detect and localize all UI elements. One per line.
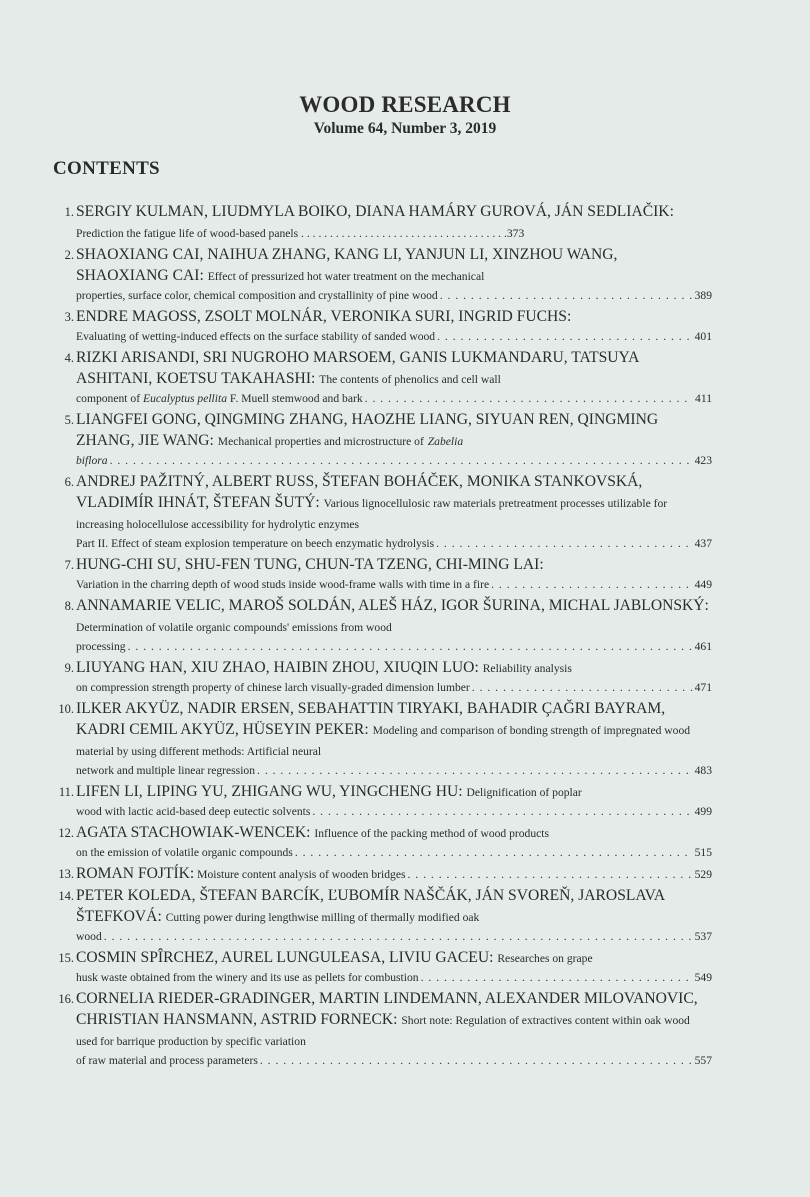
entry-title: biflora	[76, 454, 108, 467]
journal-title: WOOD RESEARCH	[299, 92, 511, 117]
entry-title-line	[76, 575, 712, 594]
entry-title-lead: Modeling and comparison of bonding strength of impregnated wood material by using different methods: Artificial neural	[76, 724, 691, 758]
entry-page: 549	[694, 971, 712, 984]
entry-authors: SERGIY KULMAN, LIUDMYLA BOIKO, DIANA HAMÁRY GUROVÁ, JÁN SEDLIAČIK: Prediction the fatigue life of wood-based panels . . . . . . . . . . . . . . . . . . . . . . . . . . . . . . . . . . . .373	[76, 203, 674, 240]
entry-page: 461	[694, 640, 712, 653]
entry-title-lead: Effect of pressurized hot water treatment on the mechanical	[207, 270, 485, 283]
entry-number: 11.	[58, 785, 74, 799]
toc-entry	[52, 781, 712, 821]
entry-authors: HUNG-CHI SU, SHU-FEN TUNG, CHUN-TA TZENG, CHI-MING LAI:	[76, 556, 544, 573]
entry-number: 1.	[64, 205, 74, 219]
entry-page: 499	[694, 805, 712, 818]
entry-page: 471	[694, 681, 712, 694]
entry-title: on the emission of volatile organic compounds	[76, 846, 293, 859]
entry-title-line	[76, 761, 712, 780]
entry-title-lead: Delignification of poplar	[466, 786, 582, 799]
entry-page: 423	[694, 454, 712, 467]
volume-info: Volume 64, Number 3, 2019	[313, 120, 497, 137]
table-of-contents	[52, 201, 712, 1071]
entry-title: Variation in the charring depth of wood studs inside wood-frame walls with time in a fire	[76, 578, 490, 591]
entry-title-line	[76, 327, 712, 346]
entry-number: 5.	[64, 413, 74, 427]
toc-entry	[52, 306, 712, 346]
entry-authors: ROMAN FOJTÍK:	[76, 865, 195, 882]
entry-title: on compression strength property of chinese larch visually-graded dimension lumber	[76, 681, 470, 694]
entry-title-line	[76, 863, 712, 884]
entry-title-lead: Influence of the packing method of wood products	[314, 827, 550, 840]
entry-title-lead: Cutting power during lengthwise milling of thermally modified oak	[165, 911, 480, 924]
entry-authors: RIZKI ARISANDI, SRI NUGROHO MARSOEM, GANIS LUKMANDARU, TATSUYA ASHITANI, KOETSU TAKAHASHI: The contents of phenolics and cell wall	[76, 349, 639, 387]
entry-page: 449	[694, 578, 712, 591]
entry-authors: AGATA STACHOWIAK-WENCEK: Influence of the packing method of wood products	[76, 824, 550, 841]
entry-title-line	[76, 451, 712, 470]
entry-title-line	[76, 678, 712, 697]
entry-title-lead: Determination of volatile organic compounds' emissions from wood	[76, 621, 392, 634]
entry-title-lead: Mechanical properties and microstructure of	[217, 435, 424, 448]
entry-page: 401	[694, 330, 712, 343]
entry-authors: SHAOXIANG CAI, NAIHUA ZHANG, KANG LI, YANJUN LI, XINZHOU WANG, SHAOXIANG CAI: Effect of pressurized hot water treatment on the mechanical	[76, 246, 618, 284]
entry-number: 16.	[58, 992, 74, 1006]
entry-title-line	[76, 637, 712, 656]
toc-entry	[52, 201, 712, 243]
entry-title: Part II. Effect of steam explosion temperature on beech enzymatic hydrolysis	[76, 537, 435, 550]
entry-page: 389	[694, 289, 712, 302]
entry-title: Moisture content analysis of wooden bridges	[197, 868, 406, 881]
entry-page: 483	[694, 764, 712, 777]
entry-authors: CORNELIA RIEDER-GRADINGER, MARTIN LINDEMANN, ALEXANDER MILOVANOVIC, CHRISTIAN HANSMANN, ASTRID FORNECK: Short note: Regulation of extractives content within oak wood used for barrique production by specific variation	[76, 990, 698, 1048]
entry-page: 557	[694, 1054, 712, 1067]
entry-authors: COSMIN SPÎRCHEZ, AUREL LUNGULEASA, LIVIU GACEU: Researches on grape	[76, 949, 593, 966]
entry-page: 529	[694, 868, 712, 881]
toc-entry	[52, 347, 712, 408]
entry-title-line	[76, 843, 712, 862]
toc-entry	[52, 863, 712, 884]
toc-entry	[52, 657, 712, 697]
entry-authors: LIANGFEI GONG, QINGMING ZHANG, HAOZHE LIANG, SIYUAN REN, QINGMING ZHANG, JIE WANG: Mechanical properties and microstructure of Zabelia	[76, 411, 659, 449]
entry-title-lead: The contents of phenolics and cell wall	[319, 373, 501, 386]
entry-title: Evaluating of wetting-induced effects on the surface stability of sanded wood	[76, 330, 436, 343]
toc-entry	[52, 822, 712, 862]
entry-number: 7.	[64, 558, 74, 572]
entry-title: husk waste obtained from the winery and its use as pellets for combustion	[76, 971, 419, 984]
contents-heading: CONTENTS	[53, 158, 160, 179]
toc-entry	[52, 595, 712, 656]
entry-title: of raw material and process parameters	[76, 1054, 258, 1067]
entry-number: 14.	[58, 889, 74, 903]
entry-number: 6.	[64, 475, 74, 489]
toc-entry	[52, 471, 712, 553]
entry-authors: PETER KOLEDA, ŠTEFAN BARCÍK, ĽUBOMÍR NAŠČÁK, JÁN SVOREŇ, JAROSLAVA ŠTEFKOVÁ: Cutting power during lengthwise milling of thermally modified oak	[76, 887, 665, 925]
entry-number: 15.	[58, 951, 74, 965]
entry-page: 515	[694, 846, 712, 859]
entry-number: 4.	[64, 351, 74, 365]
toc-entry	[52, 988, 712, 1070]
toc-entry	[52, 947, 712, 987]
entry-page: 411	[695, 392, 712, 405]
entry-title-line	[76, 802, 712, 821]
entry-number: 10.	[58, 702, 74, 716]
entry-authors: ANNAMARIE VELIC, MAROŠ SOLDÁN, ALEŠ HÁZ, IGOR ŠURINA, MICHAL JABLONSKÝ: Determination of volatile organic compounds' emissions from wood	[76, 597, 709, 634]
entry-title-line	[76, 286, 712, 305]
entry-title: properties, surface color, chemical composition and crystallinity of pine wood	[76, 289, 438, 302]
entry-number: 9.	[64, 661, 74, 675]
entry-page: 537	[694, 930, 712, 943]
entry-title-line	[76, 534, 712, 553]
entry-title: Prediction the fatigue life of wood-based panels	[76, 227, 299, 240]
entry-authors: ANDREJ PAŽITNÝ, ALBERT RUSS, ŠTEFAN BOHÁČEK, MONIKA STANKOVSKÁ, VLADIMÍR IHNÁT, ŠTEFAN ŠUTÝ: Various lignocellulosic raw materials pretreatment processes utilizable for increasing holocellulose accessibility for hydrolytic enzymes	[76, 473, 668, 531]
entry-number: 12.	[58, 826, 74, 840]
entry-title: network and multiple linear regression	[76, 764, 256, 777]
entry-title-line	[76, 968, 712, 987]
entry-page: 373	[506, 227, 525, 240]
entry-number: 3.	[64, 310, 74, 324]
entry-title-lead: Reliability analysis	[482, 662, 572, 675]
entry-number: 2.	[64, 248, 74, 262]
entry-authors: LIUYANG HAN, XIU ZHAO, HAIBIN ZHOU, XIUQIN LUO: Reliability analysis	[76, 659, 572, 676]
entry-title-lead: Short note: Regulation of extractives content within oak wood used for barrique production by specific variation	[76, 1014, 690, 1048]
entry-title-line	[76, 927, 712, 946]
entry-title: wood with lactic acid-based deep eutectic solvents	[76, 805, 311, 818]
entry-number: 8.	[64, 599, 74, 613]
entry-title-lead: Various lignocellulosic raw materials pretreatment processes utilizable for increasing holocellulose accessibility for hydrolytic enzymes	[76, 497, 668, 531]
toc-entry	[52, 698, 712, 780]
entry-page: 437	[694, 537, 712, 550]
entry-number: 13.	[58, 867, 74, 881]
toc-entry	[52, 554, 712, 594]
toc-entry	[52, 409, 712, 470]
entry-title-line: component of Eucalyptus pellita F. Muell stemwood and bark . . . 411	[76, 389, 712, 408]
entry-title: wood	[76, 930, 102, 943]
entry-authors: ILKER AKYÜZ, NADIR ERSEN, SEBAHATTIN TIRYAKI, BAHADIR ÇAĞRI BAYRAM, KADRI CEMIL AKYÜZ, HÜSEYIN PEKER: Modeling and comparison of bonding strength of impregnated wood material by using different methods: Artificial neural	[76, 700, 691, 758]
toc-entry	[52, 244, 712, 305]
entry-title: processing	[76, 640, 126, 653]
entry-title-lead: Researches on grape	[497, 952, 593, 965]
toc-entry	[52, 885, 712, 946]
entry-authors: ENDRE MAGOSS, ZSOLT MOLNÁR, VERONIKA SURI, INGRID FUCHS:	[76, 308, 572, 325]
entry-authors: LIFEN LI, LIPING YU, ZHIGANG WU, YINGCHENG HU: Delignification of poplar	[76, 783, 582, 800]
entry-title-line	[76, 1051, 712, 1070]
